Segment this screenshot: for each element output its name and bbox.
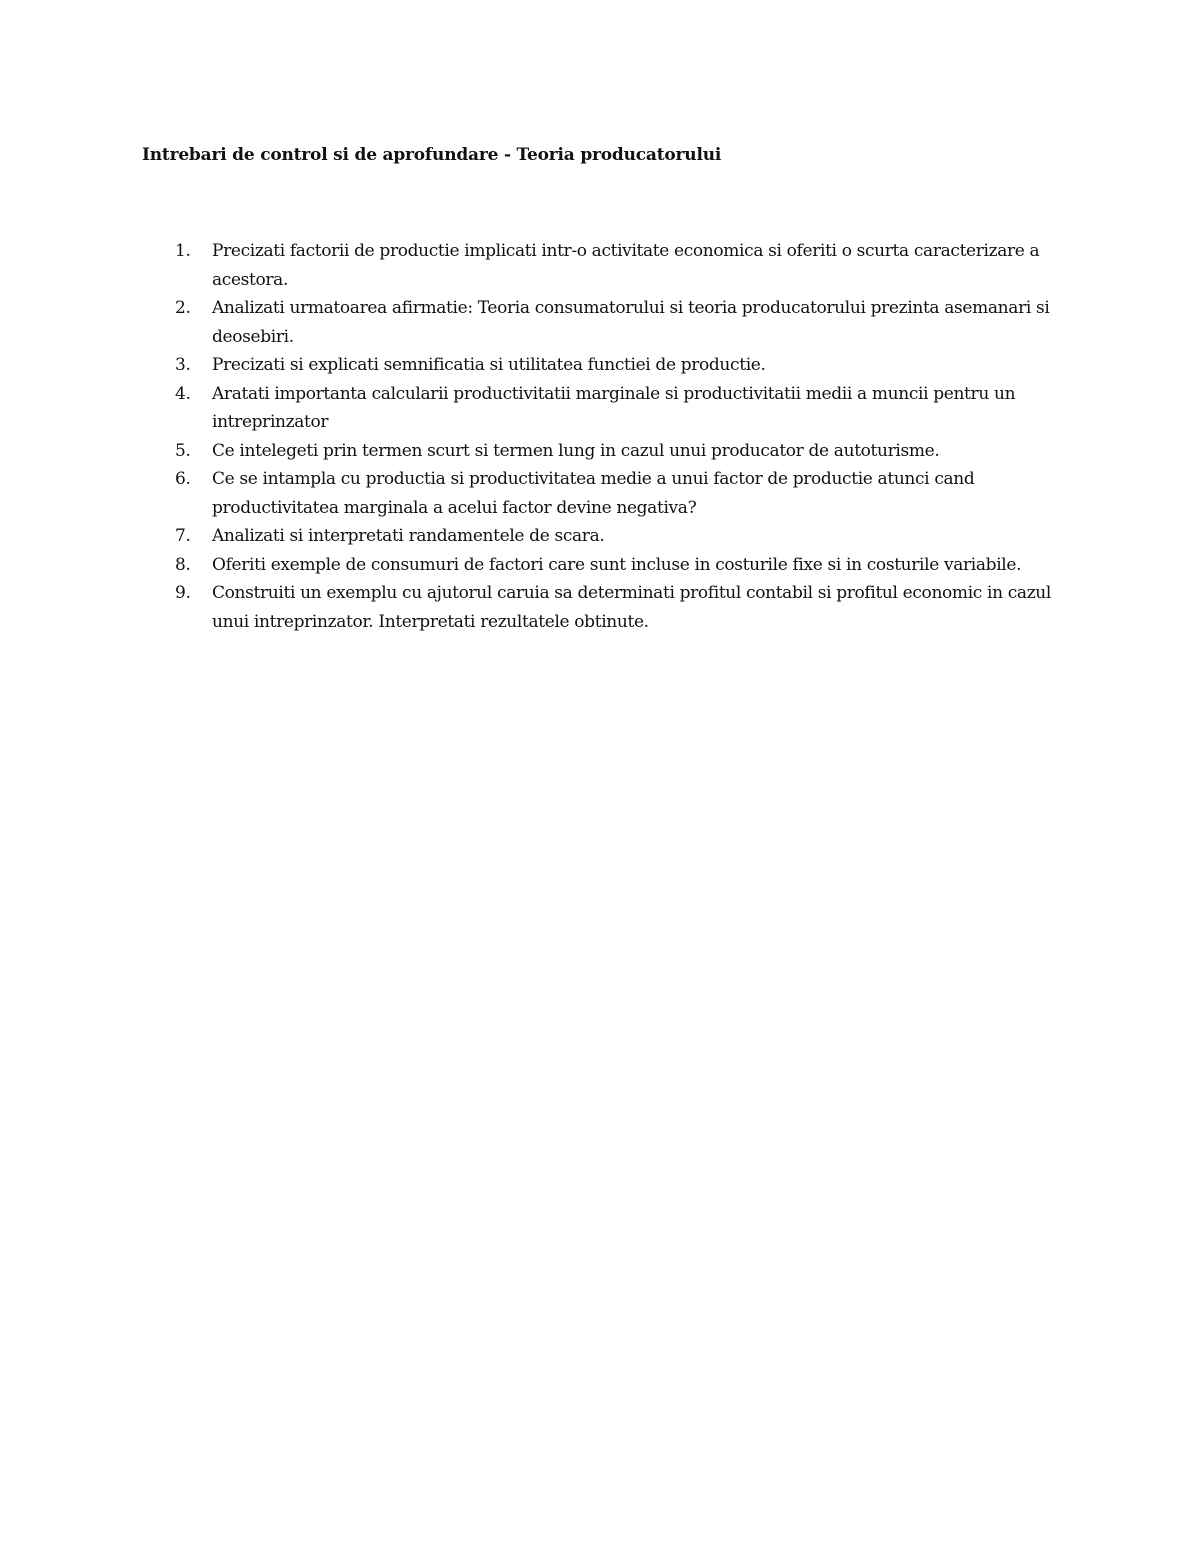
list-item-number: 4. <box>175 383 191 404</box>
list-item-number: 3. <box>175 355 191 375</box>
list-item-number: 5. <box>175 440 191 461</box>
list-item-text: Construiti un exemplu cu ajutorul caruia sa determinati profitul contabil si profitul economic in cazul unui intreprinzator. Interpretati rezultatele obtinute. <box>212 583 1051 632</box>
list-item <box>142 237 1062 294</box>
list-item-number: 6. <box>175 469 191 489</box>
list-item <box>142 522 1062 551</box>
list-item <box>142 579 1062 636</box>
list-item-text: Ce se intampla cu productia si productivitatea medie a unui factor de productie atunci cand productivitatea marginala a acelui factor devine negativa? <box>212 469 975 518</box>
list-item <box>142 380 1062 437</box>
list-item <box>142 551 1062 580</box>
list-item-number: 9. <box>175 583 191 603</box>
list-item <box>142 351 1062 380</box>
list-item-text: Ce intelegeti prin termen scurt si termen lung in cazul unui producator de autoturisme. <box>212 440 940 461</box>
list-item <box>142 437 1062 466</box>
list-item-text: Precizati factorii de productie implicati intr-o activitate economica si oferiti o scurta caracterizare a acestora. <box>212 241 1040 290</box>
question-list <box>142 237 1062 636</box>
list-item-text: Oferiti exemple de consumuri de factori care sunt incluse in costurile fixe si in costurile variabile. <box>212 554 1022 575</box>
list-item-number: 8. <box>175 554 191 575</box>
list-item-text: Analizati urmatoarea afirmatie: Teoria consumatorului si teoria producatorului prezinta asemanari si deosebiri. <box>212 298 1050 347</box>
list-item <box>142 294 1062 351</box>
list-item-text: Precizati si explicati semnificatia si utilitatea functiei de productie. <box>212 355 766 375</box>
document-title: Intrebari de control si de aprofundare - Teoria producatorului <box>142 145 722 165</box>
list-item-number: 1. <box>175 241 191 261</box>
list-item-text: Analizati si interpretati randamentele de scara. <box>212 526 605 546</box>
list-item <box>142 465 1062 522</box>
list-item-text: Aratati importanta calcularii productivitatii marginale si productivitatii medii a muncii pentru un intreprinzator <box>212 383 1016 432</box>
list-item-number: 2. <box>175 298 191 318</box>
list-item-number: 7. <box>175 526 191 546</box>
